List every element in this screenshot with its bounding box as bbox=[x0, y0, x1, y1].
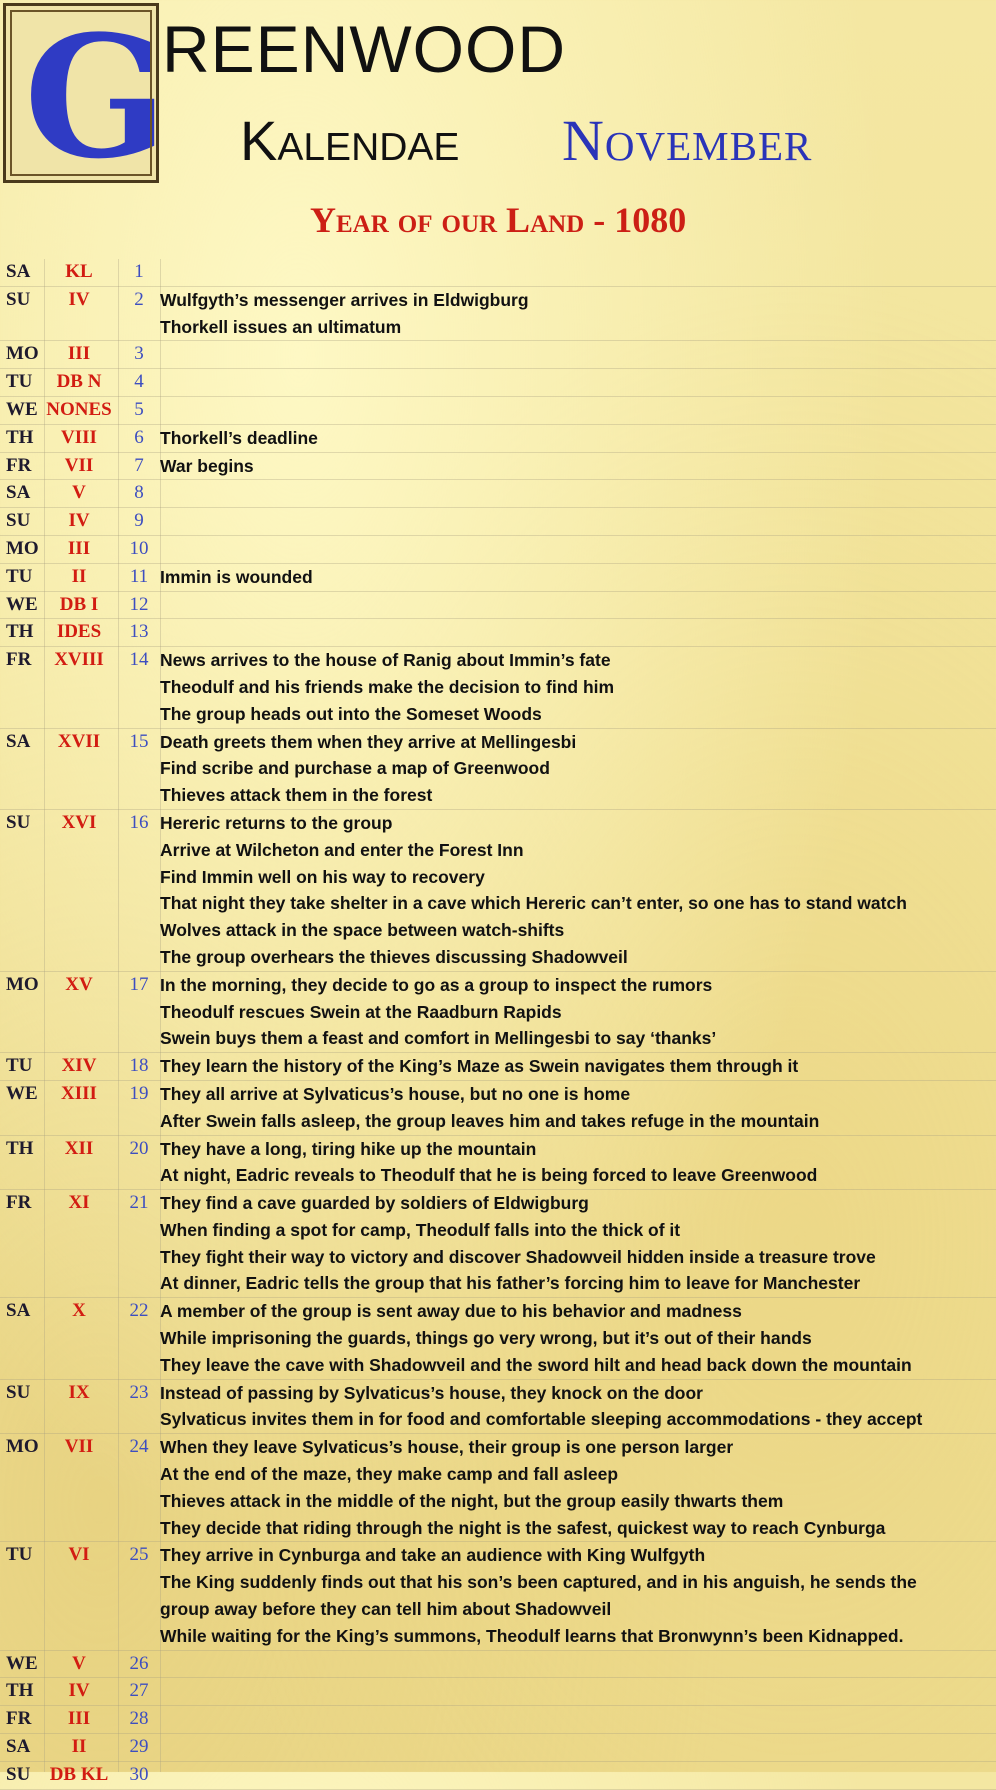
event-text: The King suddenly finds out that his son’s been captured, and in his anguish, he sends the bbox=[160, 1572, 917, 1593]
weekday-cell: SU bbox=[6, 1763, 31, 1785]
calendar-line bbox=[0, 592, 996, 619]
calendar-row bbox=[0, 564, 996, 592]
day-number-cell: 4 bbox=[134, 371, 144, 393]
event-text: At dinner, Eadric tells the group that his father’s forcing him to leave for Manchester bbox=[160, 1273, 861, 1294]
calendar-line bbox=[0, 1406, 996, 1433]
event-text: Find scribe and purchase a map of Greenwood bbox=[160, 758, 550, 779]
roman-date-cell: XVI bbox=[61, 811, 97, 833]
roman-date-cell: VII bbox=[64, 1436, 94, 1458]
calendar-line bbox=[0, 1596, 996, 1623]
weekday-cell: SA bbox=[6, 1300, 31, 1322]
roman-date-cell: XIV bbox=[61, 1055, 97, 1077]
calendar-line bbox=[0, 259, 996, 286]
calendar-line bbox=[0, 341, 996, 368]
calendar-row bbox=[0, 480, 996, 508]
calendar-row bbox=[0, 1081, 996, 1136]
calendar-line bbox=[0, 314, 996, 341]
calendar-line bbox=[0, 864, 996, 891]
roman-date-cell: II bbox=[71, 565, 87, 587]
event-text: Thieves attack them in the forest bbox=[160, 785, 433, 806]
calendar-row bbox=[0, 453, 996, 481]
event-text: At night, Eadric reveals to Theodulf that he is being forced to leave Greenwood bbox=[160, 1165, 818, 1186]
day-number-cell: 3 bbox=[134, 343, 144, 365]
calendar-line bbox=[0, 1352, 996, 1379]
calendar-row bbox=[0, 729, 996, 810]
calendar-line bbox=[0, 1706, 996, 1733]
calendar-line bbox=[0, 1298, 996, 1325]
roman-date-cell: V bbox=[72, 1652, 86, 1674]
calendar-line bbox=[0, 1651, 996, 1678]
weekday-cell: TU bbox=[6, 1544, 33, 1566]
event-text: When they leave Sylvaticus’s house, their group is one person larger bbox=[160, 1437, 734, 1458]
event-text: Theodulf rescues Swein at the Raadburn Rapids bbox=[160, 1001, 562, 1022]
roman-date-cell: DB KL bbox=[49, 1763, 109, 1785]
calendar-line bbox=[0, 425, 996, 452]
day-number-cell: 18 bbox=[129, 1055, 149, 1077]
event-text: They arrive in Cynburga and take an audience with King Wulfgyth bbox=[160, 1545, 706, 1566]
calendar-row bbox=[0, 369, 996, 397]
calendar-row bbox=[0, 1651, 996, 1679]
roman-date-cell: III bbox=[67, 343, 91, 365]
calendar-row bbox=[0, 972, 996, 1053]
title-year: Year of our Land - 1080 bbox=[310, 200, 687, 240]
event-text: Instead of passing by Sylvaticus’s house, they knock on the door bbox=[160, 1382, 703, 1403]
weekday-cell: TU bbox=[6, 371, 33, 393]
day-number-cell: 21 bbox=[129, 1192, 149, 1214]
event-text: Thorkell issues an ultimatum bbox=[160, 316, 402, 337]
event-text: War begins bbox=[160, 455, 254, 476]
calendar-row bbox=[0, 259, 996, 287]
day-number-cell: 13 bbox=[129, 621, 149, 643]
calendar-row bbox=[0, 425, 996, 453]
day-number-cell: 7 bbox=[134, 454, 144, 476]
event-text: When finding a spot for camp, Theodulf falls into the thick of it bbox=[160, 1219, 681, 1240]
day-number-cell: 27 bbox=[129, 1680, 149, 1702]
calendar-row bbox=[0, 1190, 996, 1298]
calendar-line bbox=[0, 1734, 996, 1761]
day-number-cell: 22 bbox=[129, 1300, 149, 1322]
calendar-row bbox=[0, 1734, 996, 1762]
event-text: group away before they can tell him about Shadowveil bbox=[160, 1599, 612, 1620]
weekday-cell: SA bbox=[6, 730, 31, 752]
calendar-line bbox=[0, 1270, 996, 1297]
weekday-cell: WE bbox=[6, 593, 38, 615]
calendar-line bbox=[0, 1380, 996, 1407]
calendar-row bbox=[0, 1053, 996, 1081]
day-number-cell: 1 bbox=[134, 261, 144, 282]
calendar-row bbox=[0, 1136, 996, 1191]
calendar-line bbox=[0, 1762, 996, 1789]
weekday-cell: TH bbox=[6, 621, 34, 643]
calendar-line bbox=[0, 837, 996, 864]
event-text: They learn the history of the King’s Maze as Swein navigates them through it bbox=[160, 1056, 799, 1077]
calendar-row bbox=[0, 1298, 996, 1379]
calendar-row bbox=[0, 1762, 996, 1790]
calendar-row bbox=[0, 397, 996, 425]
weekday-cell: FR bbox=[6, 1192, 32, 1214]
weekday-cell: TH bbox=[6, 426, 34, 448]
roman-date-cell: IX bbox=[68, 1381, 90, 1403]
event-text: News arrives to the house of Ranig about Immin’s fate bbox=[160, 650, 611, 671]
weekday-cell: WE bbox=[6, 1082, 38, 1104]
day-number-cell: 15 bbox=[129, 730, 149, 752]
calendar-line bbox=[0, 1488, 996, 1515]
calendar-line bbox=[0, 1623, 996, 1650]
weekday-cell: WE bbox=[6, 398, 38, 420]
calendar-line bbox=[0, 1081, 996, 1108]
weekday-cell: SA bbox=[6, 261, 31, 282]
calendar-line bbox=[0, 287, 996, 314]
event-text: Find Immin well on his way to recovery bbox=[160, 866, 485, 887]
calendar-line bbox=[0, 782, 996, 809]
event-text: Wolves attack in the space between watch-shifts bbox=[160, 920, 565, 941]
event-text: Swein buys them a feast and comfort in Mellingesbi to say ‘thanks’ bbox=[160, 1028, 717, 1049]
roman-date-cell: X bbox=[72, 1300, 86, 1322]
calendar-line bbox=[0, 480, 996, 507]
day-number-cell: 23 bbox=[129, 1381, 149, 1403]
event-text: That night they take shelter in a cave which Hereric can’t enter, so one has to stand watch bbox=[160, 893, 907, 914]
calendar-line bbox=[0, 619, 996, 646]
calendar-line bbox=[0, 453, 996, 480]
roman-date-cell: KL bbox=[65, 261, 93, 282]
weekday-cell: SU bbox=[6, 288, 31, 310]
day-number-cell: 2 bbox=[134, 288, 144, 310]
event-text: They all arrive at Sylvaticus’s house, but no one is home bbox=[160, 1083, 631, 1104]
calendar-row bbox=[0, 536, 996, 564]
calendar-line bbox=[0, 536, 996, 563]
calendar-line bbox=[0, 397, 996, 424]
calendar-line bbox=[0, 1542, 996, 1569]
day-number-cell: 8 bbox=[134, 482, 144, 504]
weekday-cell: MO bbox=[6, 343, 39, 365]
illuminated-initial-frame bbox=[3, 0, 168, 196]
weekday-cell: MO bbox=[6, 1436, 39, 1458]
day-number-cell: 11 bbox=[129, 565, 149, 587]
calendar-row bbox=[0, 810, 996, 972]
illuminated-initial-g: G bbox=[24, 0, 168, 196]
calendar-line bbox=[0, 729, 996, 756]
weekday-cell: SU bbox=[6, 811, 31, 833]
day-number-cell: 26 bbox=[129, 1652, 149, 1674]
title-greenwood: REENWOOD bbox=[162, 12, 566, 86]
day-number-cell: 17 bbox=[129, 973, 149, 995]
roman-date-cell: DB I bbox=[59, 593, 99, 615]
day-number-cell: 10 bbox=[129, 537, 149, 559]
weekday-cell: WE bbox=[6, 1652, 38, 1674]
calendar-line bbox=[0, 1217, 996, 1244]
calendar-line bbox=[0, 1461, 996, 1488]
calendar-line bbox=[0, 944, 996, 971]
calendar-line bbox=[0, 1569, 996, 1596]
day-number-cell: 29 bbox=[129, 1736, 149, 1758]
weekday-cell: TH bbox=[6, 1137, 34, 1159]
calendar-row bbox=[0, 1380, 996, 1435]
weekday-cell: SA bbox=[6, 1736, 31, 1758]
event-text: They have a long, tiring hike up the mountain bbox=[160, 1138, 537, 1159]
roman-date-cell: III bbox=[67, 537, 91, 559]
calendar-line bbox=[0, 1053, 996, 1080]
day-number-cell: 19 bbox=[129, 1082, 149, 1104]
roman-date-cell: DB N bbox=[56, 371, 102, 393]
roman-date-cell: IV bbox=[68, 1680, 90, 1702]
calendar-header bbox=[0, 0, 996, 260]
roman-date-cell: III bbox=[67, 1708, 91, 1730]
event-text: While waiting for the King’s summons, Theodulf learns that Bronwynn’s been Kidnapped. bbox=[160, 1625, 904, 1646]
calendar-row bbox=[0, 1434, 996, 1542]
calendar-line bbox=[0, 1678, 996, 1705]
event-text: Death greets them when they arrive at Mellingesbi bbox=[160, 731, 577, 752]
event-text: While imprisoning the guards, things go very wrong, but it’s out of their hands bbox=[160, 1328, 812, 1349]
weekday-cell: TH bbox=[6, 1680, 34, 1702]
weekday-cell: FR bbox=[6, 649, 32, 671]
calendar-row bbox=[0, 647, 996, 728]
event-text: Theodulf and his friends make the decision to find him bbox=[160, 676, 615, 697]
calendar-line bbox=[0, 369, 996, 396]
calendar-line bbox=[0, 1434, 996, 1461]
calendar-line bbox=[0, 810, 996, 837]
weekday-cell: SA bbox=[6, 482, 31, 504]
weekday-cell: FR bbox=[6, 454, 32, 476]
event-text: The group overhears the thieves discussing Shadowveil bbox=[160, 946, 628, 967]
calendar-line bbox=[0, 917, 996, 944]
day-number-cell: 28 bbox=[129, 1708, 149, 1730]
day-number-cell: 5 bbox=[134, 398, 144, 420]
day-number-cell: 20 bbox=[129, 1137, 149, 1159]
roman-date-cell: XI bbox=[68, 1192, 90, 1214]
roman-date-cell: NONES bbox=[46, 398, 112, 420]
roman-date-cell: VIII bbox=[61, 426, 97, 448]
event-text: At the end of the maze, they make camp and fall asleep bbox=[160, 1464, 619, 1485]
event-text: Sylvaticus invites them in for food and comfortable sleeping accommodations - they accept bbox=[160, 1409, 923, 1430]
event-text: They find a cave guarded by soldiers of Eldwigburg bbox=[160, 1193, 589, 1214]
calendar-line bbox=[0, 1025, 996, 1052]
weekday-cell: FR bbox=[6, 1708, 32, 1730]
calendar-line bbox=[0, 647, 996, 674]
day-number-cell: 9 bbox=[134, 510, 144, 532]
day-number-cell: 30 bbox=[129, 1763, 149, 1785]
weekday-cell: TU bbox=[6, 565, 33, 587]
day-number-cell: 6 bbox=[134, 426, 144, 448]
event-text: The group heads out into the Someset Woods bbox=[160, 703, 542, 724]
roman-date-cell: IDES bbox=[56, 621, 102, 643]
weekday-cell: MO bbox=[6, 973, 39, 995]
weekday-cell: TU bbox=[6, 1055, 33, 1077]
roman-date-cell: XII bbox=[64, 1137, 94, 1159]
day-number-cell: 25 bbox=[129, 1544, 149, 1566]
day-number-cell: 24 bbox=[129, 1436, 149, 1458]
calendar-line bbox=[0, 508, 996, 535]
weekday-cell: SU bbox=[6, 510, 31, 532]
roman-date-cell: IV bbox=[68, 288, 90, 310]
roman-date-cell: VI bbox=[68, 1544, 90, 1566]
roman-date-cell: IV bbox=[68, 510, 90, 532]
calendar-line bbox=[0, 1515, 996, 1542]
calendar-row bbox=[0, 619, 996, 647]
event-text: In the morning, they decide to go as a group to inspect the rumors bbox=[160, 974, 713, 995]
event-text: Wulfgyth’s messenger arrives in Eldwigburg bbox=[160, 289, 529, 310]
calendar-row bbox=[0, 287, 996, 342]
title-month: November bbox=[562, 108, 813, 173]
weekday-cell: MO bbox=[6, 537, 39, 559]
event-text: They fight their way to victory and discover Shadowveil hidden inside a treasure trove bbox=[160, 1246, 876, 1267]
calendar-line bbox=[0, 674, 996, 701]
event-text: Arrive at Wilcheton and enter the Forest Inn bbox=[160, 839, 524, 860]
day-number-cell: 16 bbox=[129, 811, 149, 833]
day-number-cell: 14 bbox=[129, 649, 149, 671]
calendar-row bbox=[0, 508, 996, 536]
roman-date-cell: XV bbox=[65, 973, 93, 995]
roman-date-cell: XIII bbox=[61, 1082, 97, 1104]
calendar-line bbox=[0, 564, 996, 591]
roman-date-cell: II bbox=[71, 1736, 87, 1758]
calendar-line bbox=[0, 1190, 996, 1217]
calendar-row bbox=[0, 1542, 996, 1650]
calendar-line bbox=[0, 890, 996, 917]
roman-date-cell: V bbox=[72, 482, 86, 504]
event-text: After Swein falls asleep, the group leaves him and takes refuge in the mountain bbox=[160, 1110, 820, 1131]
calendar-row bbox=[0, 592, 996, 620]
roman-date-cell: XVII bbox=[57, 730, 101, 752]
day-number-cell: 12 bbox=[129, 593, 149, 615]
calendar-row bbox=[0, 341, 996, 369]
calendar-line bbox=[0, 701, 996, 728]
calendar-row bbox=[0, 1706, 996, 1734]
weekday-cell: SU bbox=[6, 1381, 31, 1403]
event-text: They leave the cave with Shadowveil and the sword hilt and head back down the mountain bbox=[160, 1354, 912, 1375]
calendar-line bbox=[0, 1108, 996, 1135]
calendar-table bbox=[0, 259, 996, 1790]
event-text: They decide that riding through the night is the safest, quickest way to reach Cynburga bbox=[160, 1517, 886, 1538]
roman-date-cell: VII bbox=[64, 454, 94, 476]
calendar-line bbox=[0, 972, 996, 999]
event-text: Hereric returns to the group bbox=[160, 812, 393, 833]
calendar-line bbox=[0, 1244, 996, 1271]
event-text: Thorkell’s deadline bbox=[160, 427, 318, 448]
event-text: Immin is wounded bbox=[160, 566, 313, 587]
calendar-line bbox=[0, 1136, 996, 1163]
calendar-row bbox=[0, 1678, 996, 1706]
calendar-line bbox=[0, 755, 996, 782]
roman-date-cell: XVIII bbox=[54, 649, 104, 671]
event-text: A member of the group is sent away due to his behavior and madness bbox=[160, 1301, 742, 1322]
calendar-line bbox=[0, 1325, 996, 1352]
title-kalendae: Kalendae bbox=[240, 109, 460, 172]
calendar-line bbox=[0, 999, 996, 1026]
event-text: Thieves attack in the middle of the night, but the group easily thwarts them bbox=[160, 1490, 784, 1511]
calendar-line bbox=[0, 1162, 996, 1189]
